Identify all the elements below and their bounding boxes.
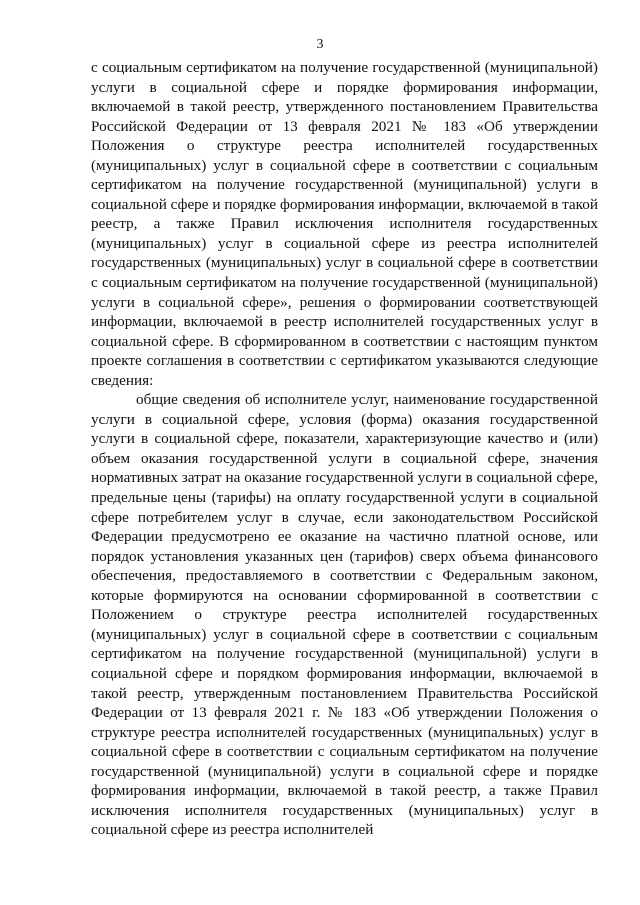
paragraph-continuation: с социальным сертификатом на получение государственной (муниципальной) услуги в социальной сфере и порядке формирования информации, включаемой в такой реестр, утвержденного постановлением Правительства Российской Федерации от 13 февраля 2021 № 183 «Об утверждении Положения о структуре реестра исполнителей государственных (муниципальных) услуг в социальной сфере в соответствии с социальным сертификатом на получение государственной (муниципальной) услуги в социальной сфере и порядке формирования информации, включаемой в такой реестр, а также Правил исключения исполнителя государственных (муниципальных) услуг в социальной сфере из реестра исполнителей государственных (муниципальных) услуг в социальной сфере в соответствии с социальным сертификатом на получение государственной (муниципальной) услуги в социальной сфере», решения о формировании соответствующей информации, включаемой в реестр исполнителей государственных услуг в социальной сфере. В сформированном в соответствии с настоящим пунктом проекте соглашения в соответствии с сертификатом указываются следующие сведения: [91,59,598,389]
document-body [91,58,598,840]
paragraph-general-info: общие сведения об исполнителе услуг, наименование государственной услуги в социальной сфере, условия (форма) оказания государственной услуги в социальной сфере, показатели, характеризующие качество и (или) объем оказания государственной услуги в социальной сфере, значения нормативных затрат на оказание государственной услуги в социальной сфере, предельные цены (тарифы) на оплату государственной услуги в социальной сфере потребителем услуг в случае, если законодательством Российской Федерации предусмотрено ее оказание на частично платной основе, или порядок установления указанных цен (тарифов) сверх объема финансового обеспечения, предоставляемого в соответствии с Федеральным законом, которые формируются на основании сформированной в соответствии с Положением о структуре реестра исполнителей государственных (муниципальных) услуг в социальной сфере в соответствии с социальным сертификатом на получение государственной (муниципальной) услуги в социальной сфере и порядком формирования информации, включаемой в такой реестр, утвержденным постановлением Правительства Российской Федерации от 13 февраля 2021 г. № 183 «Об утверждении Положения о структуре реестра исполнителей государственных (муниципальных) услуг в социальной сфере в соответствии с социальным сертификатом на получение государственной (муниципальной) услуги в социальной сфере и порядке формирования информации, включаемой в такой реестр, а также Правил исключения исполнителя государственных (муниципальных) услуг в социальной сфере из реестра исполнителей [91,391,598,839]
page-number: 3 [316,37,324,52]
